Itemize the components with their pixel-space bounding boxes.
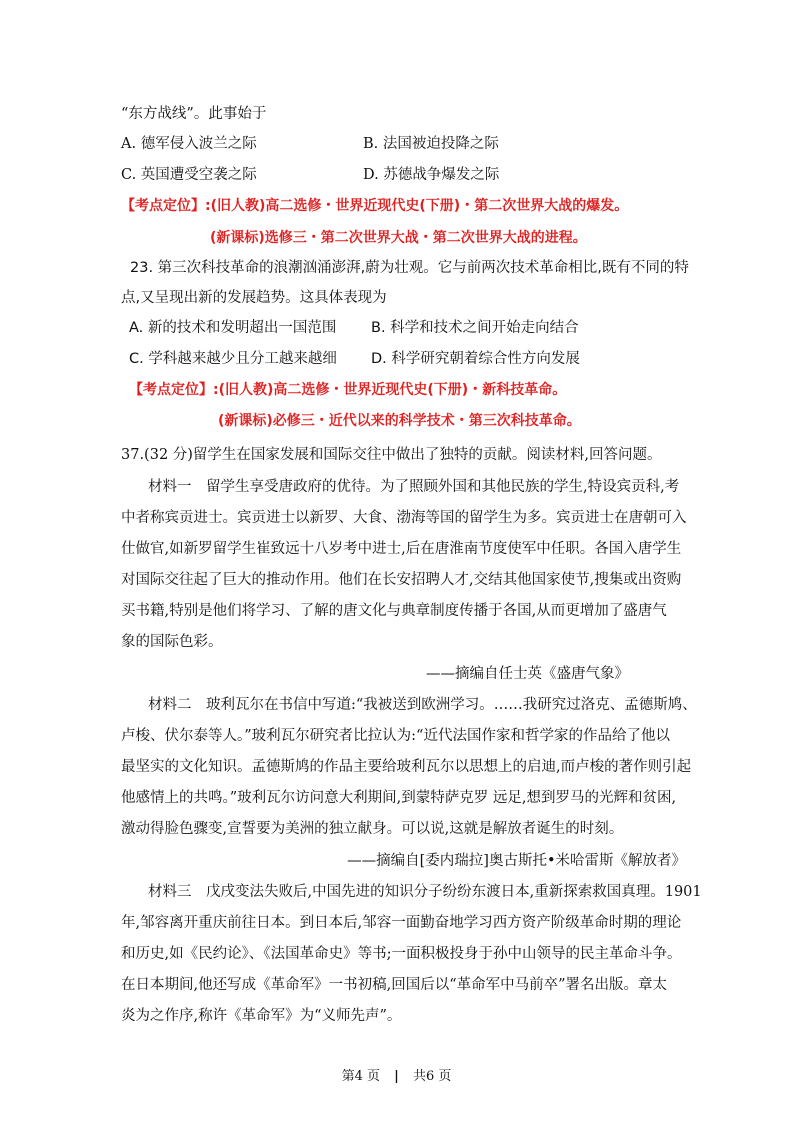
q22-option-a[interactable]: A. 德军侵入波兰之际 [121,136,257,152]
page-number: 第4 页 [341,1069,380,1084]
q22-option-c[interactable]: C. 英国遭受空袭之际 [121,167,257,183]
q23-option-d[interactable]: D. 科学研究朝着综合性方向发展 [371,351,580,367]
page-footer [0,1068,793,1086]
q22-option-b[interactable]: B. 法国被迫投降之际 [363,136,499,152]
q23-option-b[interactable]: B. 科学和技术之间开始走向结合 [371,320,579,336]
footer-separator: | [394,1069,399,1084]
q23-option-a[interactable]: A. 新的技术和发明超出一国范围 [129,320,337,336]
q22-option-d[interactable]: D. 苏德战争爆发之际 [363,167,500,183]
exam-page: “东方战线”。此事始于 A. 德军侵入波兰之际 B. 法国被迫投降之际 C. 英国遭受空袭之际 D. 苏德战争爆发之际 【考点定位】:(旧人教)高二选修・世界近现代史(下册)・第二次世界大战的爆发。 (新课标)选修三・第二次世界大战・第二次世界大战的进程。 23. 第三次科技革命的浪潮汹涌澎湃,蔚为壮观。它与前两次技术革命相比,既有不同的特 点,又呈现出新的发展趋势。这具体表现为 A. 新的技术和发明超出一国范围 B. 科学和技术之间开始走向结合 C. 学科越来越少且分工越来越细 D. 科学研究朝着综合性方向发展 【考点定位】:(旧人教)高二选修・世界近现代史(下册)・新科技革命。 (新课标)必修三・近代以来的科学技术・第三次科技革命。 37.(32 分)留学生在国家发展和国际交往中做出了独特的贡献。阅读材料,回答问题。 材料一 留学生享受唐政府的优待。为了照顾外国和其他民族的学生,特设宾贡科,考 中者称宾贡进士。宾贡进士以新罗、大食、渤海等国的留学生为多。宾贡进士在唐朝可入 仕做官,如新罗留学生崔致远十八岁考中进士,后在唐淮南节度使军中任职。各国入唐学生 对国际交往起了巨大的推动作用。他们在长安招聘人才,交结其他国家使节,搜集或出资购 买书籍,特别是他们将学习、了解的唐文化与典章制度传播于各国,从而更增加了盛唐气 象的国际色彩。 ——摘编自任士英《盛唐气象》 材料二 玻利瓦尔在书信中写道:“我被送到欧洲学习。……我研究过洛克、孟德斯鸠、 卢梭、伏尔泰等人。”玻利瓦尔研究者比拉认为:“近代法国作家和哲学家的作品给了他以 最坚实的文化知识。孟德斯鸠的作品主要给玻利瓦尔以思想上的启迪,而卢梭的著作则引起 他感情上的共鸣。”玻利瓦尔访问意大利期间,到蒙特萨克罗 远足,想到罗马的光辉和贫困, 激动得脸色骤变,宣誓要为美洲的独立献身。可以说,这就是解放者诞生的时刻。 ——摘编自[委内瑞拉]奥古斯托•米哈雷斯《解放者》 材料三 戊戌变法失败后,中国先进的知识分子纷纷东渡日本,重新探索救国真理。1901 年,邹容离开重庆前往日本。到日本后,邹容一面勤奋地学习西方资产阶级革命时期的理论 和历史,如《民约论》、《法国革命史》等书;一面积极投身于孙中山领导的民主革命斗争。 在日本期间,他还写成《革命军》一书初稿,回国后以“革命军中马前卒”署名出版。章太 炎为之作序,称许《革命军》为“义师先声”。 第4 页 | 共6 页 [0,0,793,1122]
page-total: 共6 页 [413,1069,452,1084]
q23-option-c[interactable]: C. 学科越来越少且分工越来越细 [129,351,337,367]
